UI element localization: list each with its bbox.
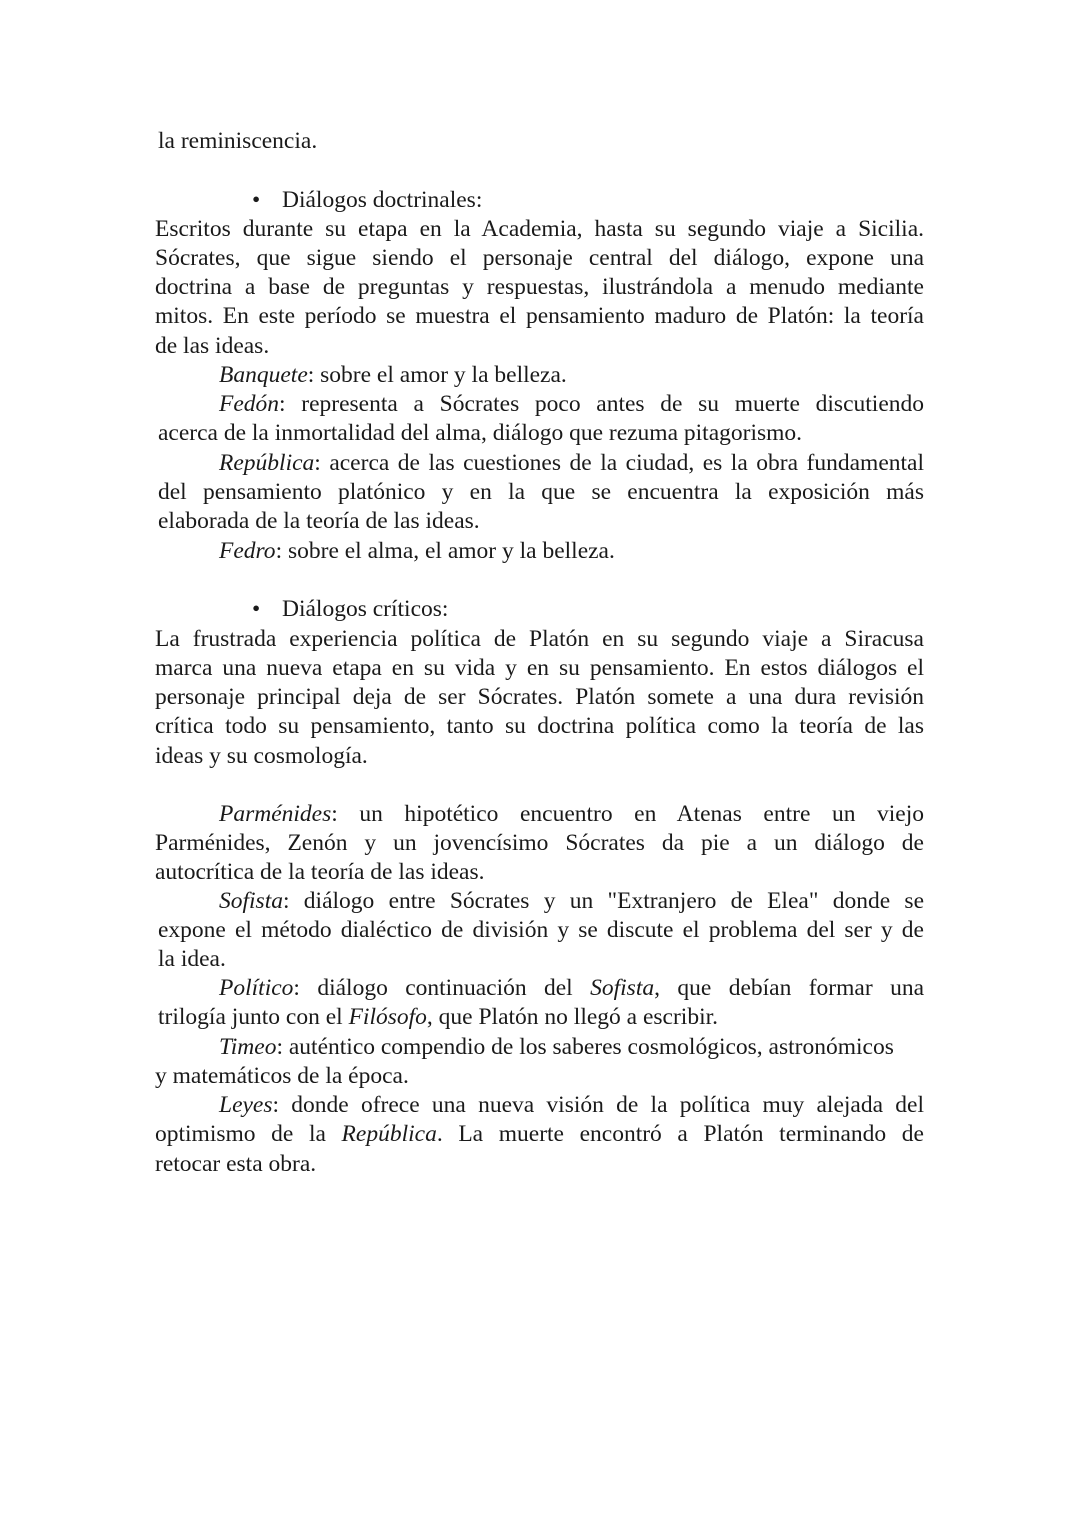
work-description: : un hipotético encuentro en Atenas entre un viejo bbox=[331, 801, 924, 827]
work-title: Sofista bbox=[219, 888, 283, 914]
work-description-line: trilogía junto con el Filósofo, que Platón no llegó a escribir. bbox=[158, 1004, 718, 1030]
section-doctrinal-heading bbox=[252, 186, 482, 215]
work-title: Fedón bbox=[219, 391, 280, 417]
work-description: : auténtico compendio de los saberes cosmológicos, astronómicos bbox=[276, 1034, 894, 1060]
paragraph-line: de las ideas. bbox=[155, 333, 270, 359]
paragraph-line: crítica todo su pensamiento, tanto su doctrina política como la teoría de las bbox=[155, 713, 924, 739]
work-description-line: la idea. bbox=[158, 946, 226, 972]
work-entry-parmenides bbox=[219, 800, 924, 829]
work-entry-republica bbox=[219, 449, 924, 478]
work-description: , que debían formar una bbox=[654, 975, 924, 1001]
work-title: Timeo bbox=[219, 1034, 277, 1060]
paragraph-line: doctrina a base de preguntas y respuestas, ilustrándola a menudo mediante bbox=[155, 274, 924, 300]
work-description: : sobre el amor y la belleza. bbox=[307, 362, 567, 388]
paragraph-line: marca una nueva etapa en su vida y en su pensamiento. En estos diálogos el bbox=[155, 655, 924, 681]
work-description: : acerca de las cuestiones de la ciudad, es la obra fundamental bbox=[314, 450, 924, 476]
paragraph-line: Sócrates, que sigue siendo el personaje central del diálogo, expone una bbox=[155, 245, 924, 271]
paragraph-line: personaje principal deja de ser Sócrates. Platón somete a una dura revisión bbox=[155, 684, 924, 710]
work-description: : sobre el alma, el amor y la belleza. bbox=[275, 538, 615, 564]
work-reference: República bbox=[341, 1121, 437, 1147]
work-title: Banquete bbox=[219, 362, 308, 388]
work-description-line: acerca de la inmortalidad del alma, diálogo que rezuma pitagorismo. bbox=[158, 420, 803, 446]
work-description-line: optimismo de la República. La muerte encontró a Platón terminando de bbox=[155, 1121, 924, 1147]
work-reference: Sofista bbox=[590, 975, 655, 1001]
work-title: República bbox=[219, 450, 315, 476]
work-description-line: elaborada de la teoría de las ideas. bbox=[158, 508, 480, 534]
work-description-line: Parménides, Zenón y un jovencísimo Sócrates da pie a un diálogo de bbox=[155, 830, 924, 856]
work-entry-sofista bbox=[219, 887, 924, 916]
work-description-line: autocrítica de la teoría de las ideas. bbox=[155, 859, 485, 885]
work-entry-timeo bbox=[219, 1033, 894, 1062]
work-description: : donde ofrece una nueva visión de la política muy alejada del bbox=[272, 1092, 924, 1118]
work-description-line: y matemáticos de la época. bbox=[155, 1063, 409, 1089]
work-description: : diálogo continuación del bbox=[293, 975, 591, 1001]
work-description-line: expone el método dialéctico de división y se discute el problema del ser y de bbox=[158, 917, 924, 943]
work-reference: Filósofo bbox=[348, 1004, 427, 1030]
section-heading-text: Diálogos críticos: bbox=[282, 596, 449, 622]
work-entry-politico bbox=[219, 974, 924, 1003]
work-title: Leyes bbox=[219, 1092, 273, 1118]
paragraph-line: mitos. En este período se muestra el pensamiento maduro de Platón: la teoría bbox=[155, 303, 924, 329]
intro-tail-text: la reminiscencia. bbox=[158, 128, 318, 154]
work-description-line: retocar esta obra. bbox=[155, 1151, 317, 1177]
work-description: : diálogo entre Sócrates y un "Extranjero de Elea" donde se bbox=[282, 888, 924, 914]
work-title: Parménides bbox=[219, 801, 332, 827]
section-critical-heading bbox=[252, 595, 448, 624]
section-heading-text: Diálogos doctrinales: bbox=[282, 187, 483, 213]
work-description: : representa a Sócrates poco antes de su muerte discutiendo bbox=[279, 391, 924, 417]
work-title: Fedro bbox=[219, 538, 276, 564]
paragraph-line: ideas y su cosmología. bbox=[155, 743, 368, 769]
work-entry-banquete bbox=[219, 361, 567, 390]
bullet-icon: • bbox=[252, 187, 261, 213]
bullet-icon: • bbox=[252, 596, 261, 622]
paragraph-line: La frustrada experiencia política de Platón en su segundo viaje a Siracusa bbox=[155, 626, 924, 652]
paragraph-line: Escritos durante su etapa en la Academia, hasta su segundo viaje a Sicilia. bbox=[155, 216, 924, 242]
work-entry-leyes bbox=[219, 1091, 924, 1120]
work-entry-fedro bbox=[219, 537, 615, 566]
work-entry-fedon bbox=[219, 390, 924, 419]
work-description-line: del pensamiento platónico y en la que se encuentra la exposición más bbox=[158, 479, 924, 505]
work-title: Político bbox=[219, 975, 294, 1001]
